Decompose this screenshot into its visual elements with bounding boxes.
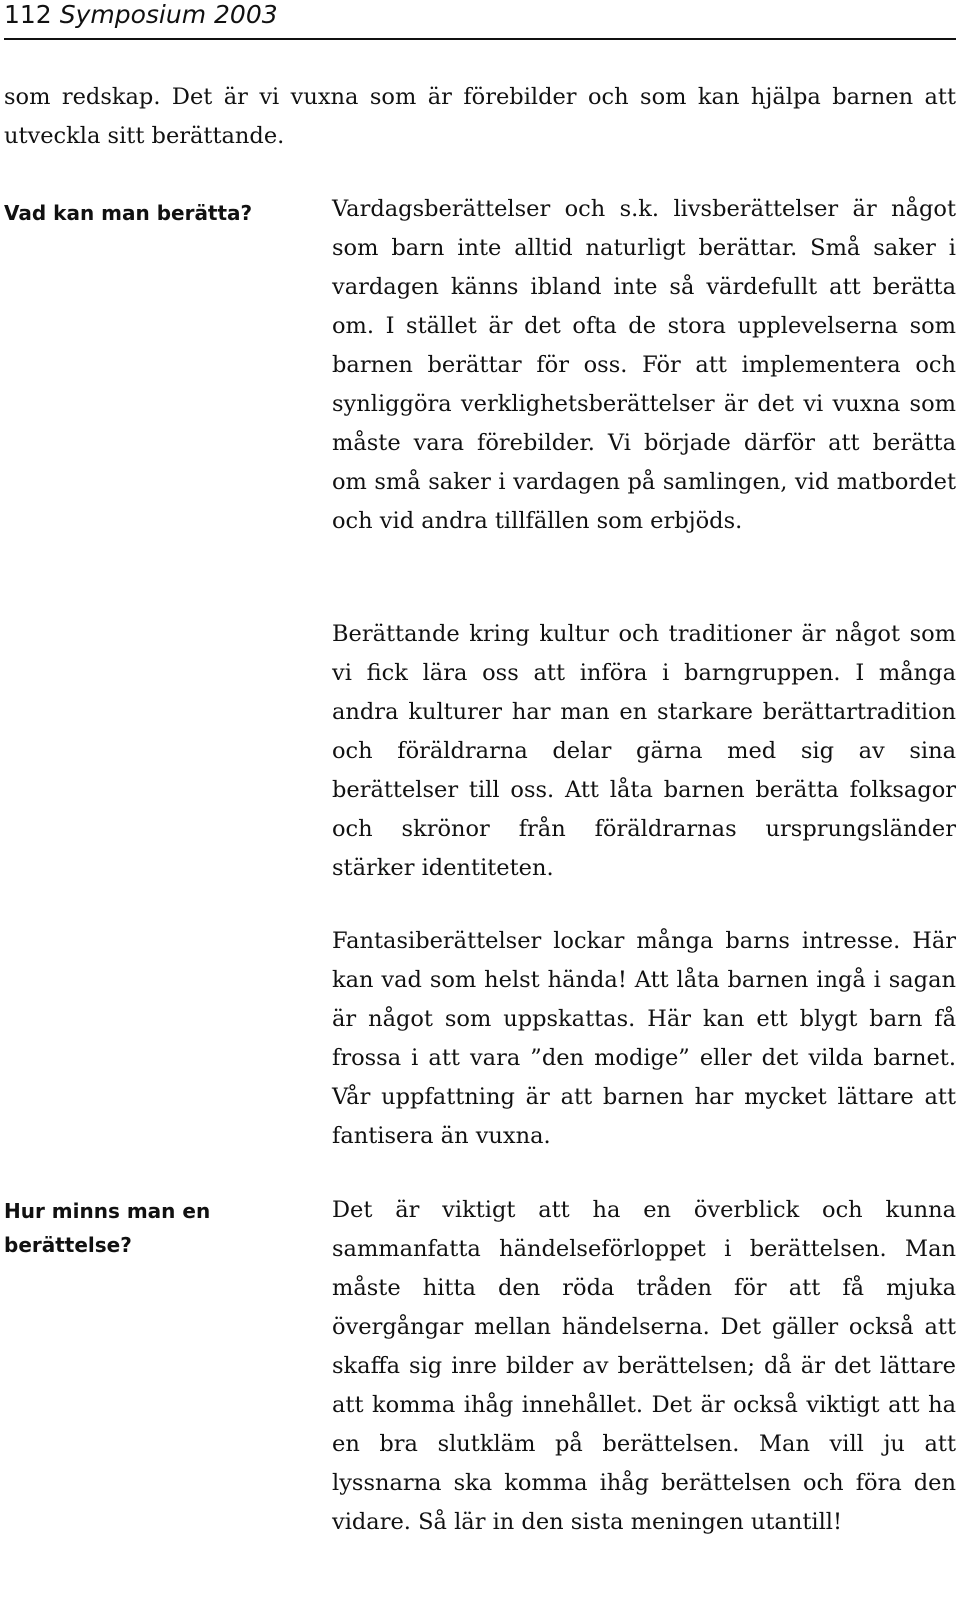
paragraph-culture-traditions: Berättande kring kultur och traditioner är något som vi fick lära oss att införa i barngruppen. I många andra kulturer har man en starkare berättartradition och föräldrarna delar gärna med sig av sina berättelser till oss. Att låta barnen berätta folksagor och skrönor från föräldrarnas ursprungsländer stärker identiteten. [332, 621, 956, 881]
page-number: 112 [4, 0, 52, 29]
running-title: Symposium 2003 [59, 0, 278, 29]
paragraph-everyday-stories: Vardagsberättelser och s.k. livsberättelser är något som barn inte alltid naturligt berättar. Små saker i vardagen känns ibland inte så värdefullt att berätta om. I stället är det ofta de stora upplevelserna som barnen berättar för oss. För att implementera och synliggöra verklighetsberättelser är det vi vuxna som måste vara förebilder. Vi började därför att berätta om små saker i vardagen på samlingen, vid matbordet och vid andra tillfällen som erbjöds. [332, 196, 956, 534]
paragraph-fantasy-stories: Fantasiberättelser lockar många barns intresse. Här kan vad som helst hända! Att låta barnen ingå i sagan är något som uppskattas. Här kan ett blygt barn få frossa i att vara ”den modige” eller det vilda barnet. Vår uppfattning är att barnen har mycket lättare att fantisera än vuxna. [332, 928, 956, 1149]
section-heading-what-to-tell: Vad kan man berätta? [4, 201, 253, 225]
paragraph-remembering-story: Det är viktigt att ha en överblick och kunna sammanfatta händelseförloppet i berättelsen. Man måste hitta den röda tråden för att få mjuka övergångar mellan händelserna. Det gäller också att skaffa sig inre bilder av berättelsen; då är det lättare att komma ihåg innehållet. Det är också viktigt att ha en bra slutkläm på berättelsen. Man vill ju att lyssnarna ska komma ihåg berättelsen och föra den vidare. Så lär in den sista meningen utantill! [332, 1197, 956, 1535]
page-header [4, 0, 956, 40]
intro-paragraph: som redskap. Det är vi vuxna som är förebilder och som kan hjälpa barnen att utveckla sitt berättande. [4, 84, 956, 149]
section-heading-how-to-remember: Hur minns man en berättelse? [4, 1199, 211, 1257]
